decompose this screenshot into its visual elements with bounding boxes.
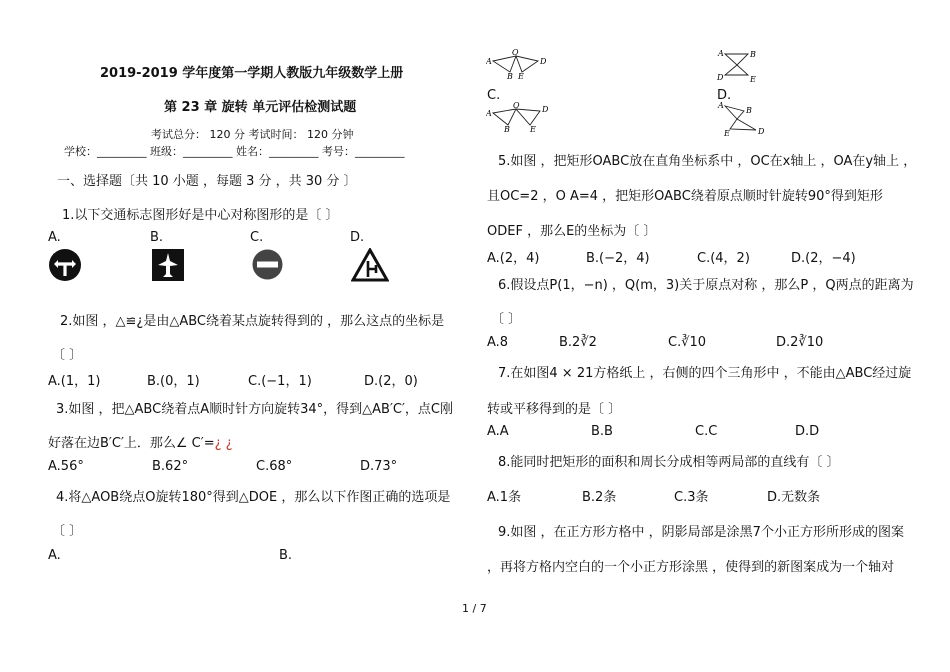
q4-figure-c [486, 101, 550, 135]
q4-figure-d [716, 99, 770, 139]
q5-option-d: D.(2，−4) [791, 251, 856, 266]
fig-b-label-a: A [718, 49, 724, 58]
fig-c-label-a: A [486, 109, 492, 118]
q9-stem-line2: ，再将方格内空白的一个小正方形涂黑 ，使得到的新图案成为一个轴对 [487, 560, 895, 575]
q3-stem-line1: 3.如图 ，把△ABC绕着点A顺时针方向旋转34°，得到△AB′C′，点C刚 [56, 402, 453, 417]
fig-c-label-o: O [513, 101, 520, 110]
q6-option-a: A.8 [487, 335, 509, 350]
q3-stem-line2 [48, 432, 233, 451]
q3-option-a: A.56° [48, 459, 84, 474]
q2-stem: 2.如图 ，△≌¿是由△ABC绕着某点旋转得到的 ，那么这点的坐标是 [60, 314, 445, 329]
q4-figure-a [486, 48, 548, 82]
q3-option-c: C.68° [256, 459, 293, 474]
fig-d-label-a: A [718, 101, 724, 110]
q2-option-d: D.(2，0) [364, 374, 418, 389]
doc-title: 2019-2019 学年度第一学期人教版九年级数学上册 [100, 66, 404, 81]
q7-option-a: A.A [487, 424, 509, 439]
fig-a-label-e: E [518, 72, 524, 81]
q8-stem: 8.能同时把矩形的面积和周长分成相等两局部的直线有〔 〕 [498, 455, 840, 470]
q5-option-a: A.(2，4) [487, 251, 540, 266]
fig-c-label-d: D [542, 105, 549, 114]
q4-figure-b [716, 48, 766, 84]
q7-option-b: B.B [591, 424, 613, 439]
q4-option-c: C. [487, 88, 501, 103]
q3-stem-text: 好落在边B′C′上．那么∠ C′= [48, 436, 215, 451]
fig-b-label-e: E [750, 75, 756, 84]
q1-stem: 1.以下交通标志图形好是中心对称图形的是〔 〕 [62, 208, 339, 223]
q7-option-d: D.D [795, 424, 820, 439]
q6-stem: 6.假设点P(1，−n) ，Q(m，3)关于原点对称 ，那么P ，Q两点的距离为 [498, 278, 914, 293]
q3-option-d: D.73° [360, 459, 398, 474]
junction-warning-sign-icon [351, 248, 389, 282]
q7-stem-line1: 7.在如图4 × 21方格纸上 ，右侧的四个三角形中 ，不能由△ABC经过旋 [498, 366, 912, 381]
fig-c-label-b: B [504, 125, 510, 134]
q8-option-d: D.无数条 [767, 490, 821, 505]
q5-stem-line1: 5.如图 ，把矩形OABC放在直角坐标系中 ，OC在x轴上 ，OA在y轴上 ， [498, 154, 917, 169]
q4-stem: 4.将△AOB绕点O旋转180°得到△DOE ，那么以下作图正确的选项是 [56, 490, 451, 505]
q5-stem-line3: ODEF ，那么E的坐标为〔 〕 [487, 224, 657, 239]
q7-option-c: C.C [695, 424, 718, 439]
no-entry-sign-icon [251, 248, 284, 281]
fig-a-label-o: O [512, 48, 519, 57]
airplane-sign-icon [152, 249, 184, 281]
q9-stem-line1: 9.如图 ，在正方形方格中 ，阴影局部是涂黑7个小正方形所形成的图案 [498, 525, 904, 540]
fig-c-label-e: E [530, 125, 536, 134]
q5-stem-line2: 且OC=2 ，O A=4 ，把矩形OABC绕着原点顺时针旋转90°得到矩形 [487, 189, 883, 204]
fig-a-label-a: A [486, 57, 492, 66]
q2-paren: 〔 〕 [52, 348, 83, 363]
student-fields: 学校：_________ 班级：_________ 姓名：_________ 考号：_________ [64, 145, 405, 158]
q4-option-d: D. [717, 88, 732, 103]
q3-stem-placeholder: ¿ ¿ [214, 436, 233, 451]
q2-option-a: A.(1，1) [48, 374, 101, 389]
q1-option-b: B. [150, 230, 164, 245]
section-heading: 一、选择题〔共 10 小题 ，每题 3 分 ，共 30 分 〕 [57, 174, 357, 189]
doc-subtitle: 第 23 章 旋转 单元评估检测试题 [164, 100, 357, 115]
page-number: 1 / 7 [462, 602, 487, 615]
q5-option-c: C.(4，2) [697, 251, 750, 266]
fork-arrow-sign-icon [48, 248, 82, 282]
fig-a-label-d: D [540, 57, 547, 66]
q6-option-c: C.∛10 [668, 335, 707, 350]
fig-b-label-b: B [750, 50, 756, 59]
fig-d-label-e: E [724, 129, 730, 138]
exam-info: 考试总分： 120 分 考试时间： 120 分钟 [151, 128, 354, 141]
q6-option-b: B.2∛2 [559, 335, 597, 350]
q8-option-b: B.2条 [582, 490, 617, 505]
q3-option-b: B.62° [152, 459, 189, 474]
fig-a-label-b: B [507, 72, 513, 81]
q8-option-c: C.3条 [674, 490, 709, 505]
q8-option-a: A.1条 [487, 490, 522, 505]
q2-option-c: C.(−1，1) [248, 374, 312, 389]
fig-b-label-d: D [717, 73, 724, 82]
fig-d-label-d: D [758, 127, 765, 136]
q6-paren: 〔 〕 [491, 312, 522, 327]
q1-option-a: A. [48, 230, 61, 245]
q4-paren: 〔 〕 [52, 524, 83, 539]
q6-option-d: D.2∛10 [776, 335, 824, 350]
q7-stem-line2: 转或平移得到的是〔 〕 [487, 402, 622, 417]
q4-option-b: B. [279, 548, 293, 563]
q1-option-d: D. [350, 230, 365, 245]
q2-option-b: B.(0，1) [147, 374, 200, 389]
fig-d-label-b: B [746, 106, 752, 115]
q4-option-a: A. [48, 548, 61, 563]
q1-option-c: C. [250, 230, 264, 245]
q5-option-b: B.(−2，4) [586, 251, 650, 266]
